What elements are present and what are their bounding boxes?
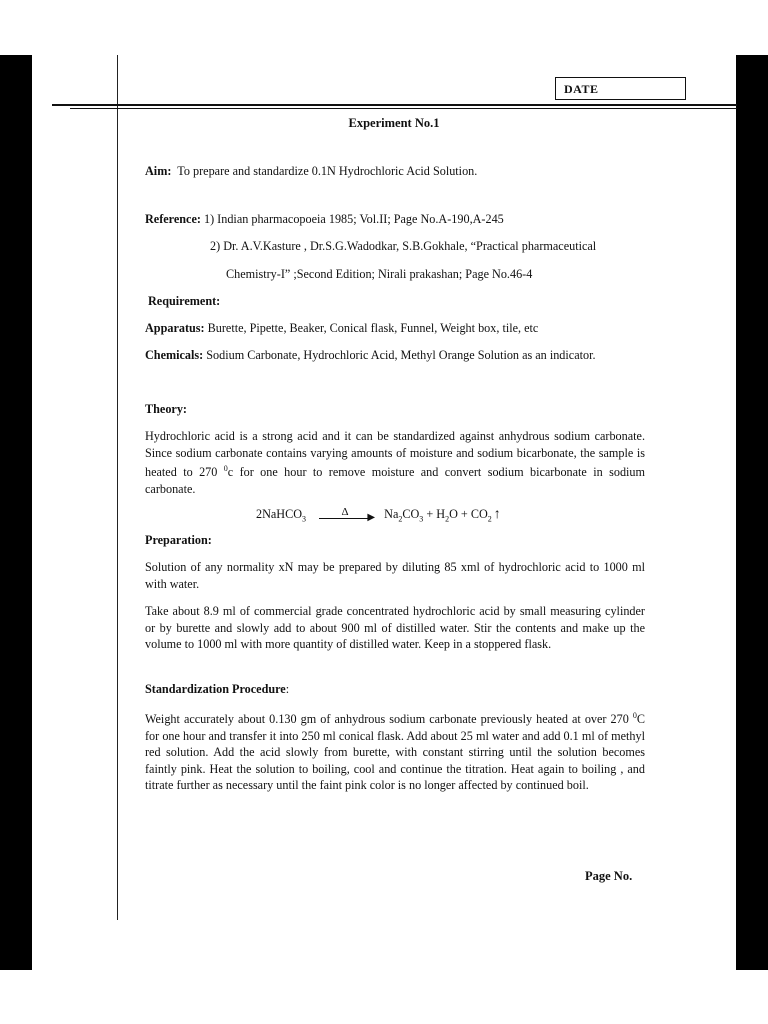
standardization-heading	[145, 681, 289, 698]
preparation-paragraph-2: Take about 8.9 ml of commercial grade concentrated hydrochloric acid by small measuring cylinder or by burette and slowly add to about 900 ml of distilled water. Stir the contents and make up the volume to 1000 ml with more quantity of distilled water. Keep in a stoppered flask.	[145, 604, 645, 652]
reference-line-2: 2) Dr. A.V.Kasture , Dr.S.G.Wadodkar, S.B.Gokhale, “Practical pharmaceutical	[210, 239, 597, 253]
reaction-arrow-line	[319, 518, 371, 519]
reference-label: Reference:	[145, 212, 201, 226]
eq-reactant-sub: 3	[302, 514, 307, 524]
chemicals-label: Chemicals:	[145, 348, 204, 362]
standardization-colon: :	[285, 682, 290, 696]
theory-paragraph	[145, 428, 645, 497]
eq-product1-sub2: 3	[419, 514, 424, 524]
theory-heading: Theory:	[145, 402, 187, 416]
eq-product2-sub: 2	[445, 514, 450, 524]
heat-symbol: Δ	[341, 506, 349, 518]
standardization-degree: 0	[632, 711, 637, 720]
page-number-label: Page No.	[585, 869, 633, 883]
aim-label: Aim:	[145, 164, 172, 178]
reaction-arrow	[319, 506, 376, 523]
date-box	[555, 77, 686, 100]
theory-degree: 0	[223, 464, 228, 474]
header-rule-secondary	[70, 108, 737, 109]
standardization-text-before: Weight accurately about 0.130 gm of anhydrous sodium carbonate previously heated at over 270	[145, 712, 629, 727]
reaction-arrow-head: ▶	[367, 512, 376, 523]
requirement-heading: Requirement:	[148, 294, 221, 308]
header-rule	[52, 104, 737, 106]
eq-reactant: 2NaHCO	[256, 507, 303, 521]
apparatus-line	[145, 320, 538, 337]
date-label: DATE	[564, 82, 599, 96]
chemicals-text: Sodium Carbonate, Hydrochloric Acid, Methyl Orange Solution as an indicator.	[206, 348, 596, 362]
chemicals-line	[145, 347, 596, 364]
eq-product2-end: O + CO	[449, 507, 488, 521]
margin-line	[117, 55, 118, 920]
apparatus-label: Apparatus:	[145, 321, 205, 335]
eq-product1-mid: CO	[402, 507, 420, 521]
eq-product1-sub1: 2	[398, 514, 403, 524]
preparation-paragraph-1: Solution of any normality xN may be prepared by diluting 85 xml of hydrochloric acid to 1000 ml with water.	[145, 560, 645, 591]
standardization-paragraph	[145, 708, 645, 794]
theory-text-after: c for one hour to remove moisture and convert sodium bicarbonate in sodium carbonate.	[145, 465, 645, 496]
reference-line-3: Chemistry-I” ;Second Edition; Nirali prakashan; Page No.46-4	[226, 267, 533, 281]
theory-text-before: Hydrochloric acid is a strong acid and it can be standardized against anhydrous sodium carbonate. Since sodium carbonate contains varying amounts of moisture and sodium bicarbonate, the sample is heated to 270	[145, 429, 645, 480]
reference-line-1	[145, 211, 504, 228]
apparatus-text: Burette, Pipette, Beaker, Conical flask, Funnel, Weight box, tile, etc	[207, 321, 539, 335]
eq-product3-sub: 2	[487, 514, 492, 524]
aim-line	[145, 163, 477, 180]
eq-product1: Na	[384, 507, 399, 521]
aim-text: To prepare and standardize 0.1N Hydrochloric Acid Solution.	[177, 164, 478, 178]
page-title: Experiment No.1	[348, 116, 440, 130]
preparation-heading: Preparation:	[145, 533, 212, 547]
eq-plus-h: + H	[426, 507, 446, 521]
chemical-equation	[256, 507, 501, 523]
gas-evolution-icon: ↑	[493, 507, 501, 522]
standardization-text-after: C for one hour and transfer it into 250 ml conical flask. Add about 25 ml water and add 0.1 ml of methyl red solution. Add the acid slowly from burette, with constant stirring until the solution becomes faintly pink. Heat the solution to boiling, cool and continue the titration. Heat again to boiling , and titrate further as necessary until the faint pink color is no longer affected by continued boil.	[145, 712, 645, 793]
reference-item-1: 1) Indian pharmacopoeia 1985; Vol.II; Page No.A-190,A-245	[203, 212, 504, 226]
left-black-border	[0, 55, 32, 970]
right-black-border	[736, 55, 768, 970]
standardization-label: Standardization Procedure	[145, 682, 286, 696]
